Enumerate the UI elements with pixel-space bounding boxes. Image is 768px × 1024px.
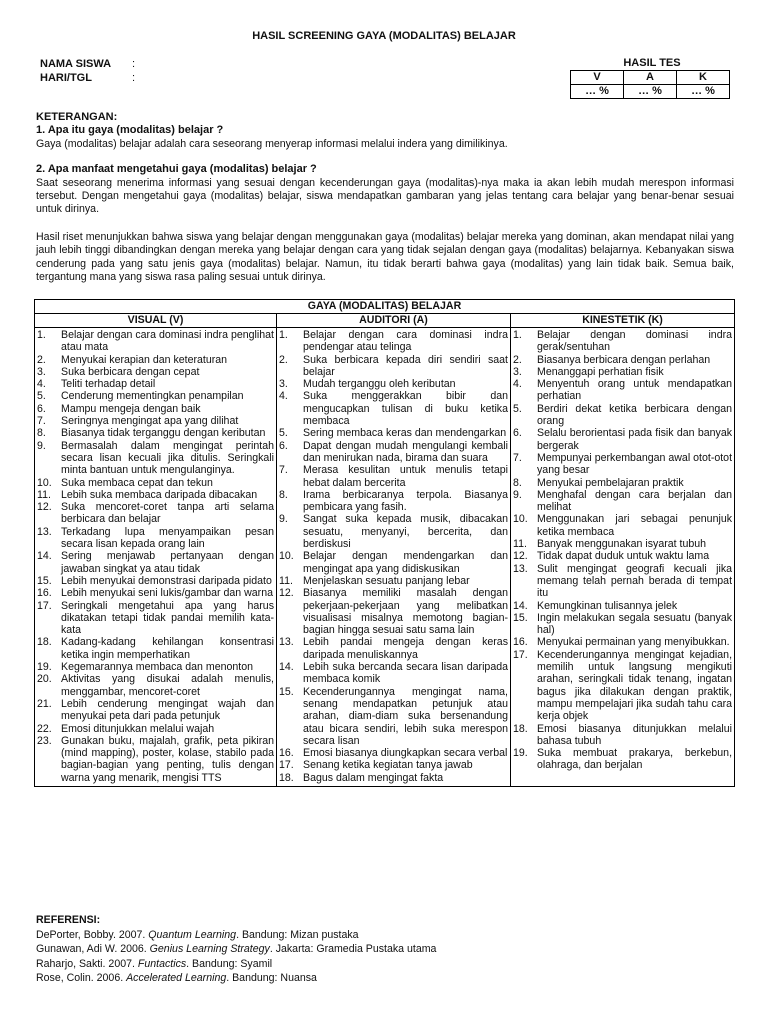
list-item	[37, 415, 274, 427]
list-item	[513, 538, 732, 550]
list-item	[37, 354, 274, 366]
list-item	[37, 403, 274, 415]
list-item	[37, 526, 274, 551]
list-item	[279, 587, 508, 636]
research-paragraph: Hasil riset menunjukkan bahwa siswa yang belajar dengan menggunakan gaya (modalitas) belajar mereka yang dominan, akan mendapat nilai yang jauh lebih tinggi dibandingkan dengan mereka yang belajar dengan cara yang tidak sejalan dengan gaya (modalitas) belajarnya. Kebanyakan siswa cenderung pada yang satu jenis gaya (modalitas) belajar. Namun, itu tidak berarti bahwa gaya (modalitas) yang lain tidak baik. Semua baik, tergantung mana yang siswa rasa paling sesuai untuk dirinya.	[36, 230, 734, 284]
list-item-text: Bagus dalam mengingat fakta	[303, 771, 444, 784]
reference-item: DePorter, Bobby. 2007. Quantum Learning. Bandung: Mizan pustaka	[36, 928, 359, 941]
list-item-number: 14.	[279, 661, 294, 674]
modalitas-header-row	[35, 314, 735, 328]
list-item-number: 10.	[37, 476, 52, 489]
list-item-text: Kegemarannya membaca dan menonton	[61, 661, 253, 674]
list-item-text: Belajar dengan cara dominasi indra pendengar atau telinga	[303, 329, 508, 354]
list-item-number: 11.	[37, 488, 51, 501]
list-item-text: Menyukai kerapian dan keteraturan	[61, 353, 228, 366]
list-item-text: Suka berbicara kepada diri sendiri saat belajar	[303, 353, 508, 378]
list-item-text: Tidak dapat duduk untuk waktu lama	[537, 550, 710, 563]
list-item-text: Lebih suka membaca daripada dibacakan	[61, 488, 258, 501]
reference-item: Rose, Colin. 2006. Accelerated Learning. Bandung: Nuansa	[36, 972, 317, 984]
list-item-text: Ingin melakukan segala sesuatu (banyak hal)	[537, 611, 733, 637]
list-item	[37, 440, 274, 477]
auditori-list	[279, 329, 508, 784]
list-item	[37, 673, 274, 698]
list-item	[513, 452, 732, 477]
list-item-text: Biasanya berbicara dengan perlahan	[537, 353, 711, 366]
list-item-text: Emosi biasanya ditunjukkan melalui bahasa tubuh	[537, 722, 733, 747]
list-item	[37, 329, 274, 354]
list-item	[279, 661, 508, 686]
list-item-text: Suka membuat prakarya, berkebun, olahraga, dan berjalan	[537, 747, 733, 772]
hari-row	[40, 71, 135, 85]
list-item	[37, 723, 274, 735]
list-item-text: Menyukai pembelajaran praktik	[537, 476, 684, 489]
list-item-number: 16.	[37, 587, 52, 600]
list-item-number: 8.	[279, 488, 288, 501]
list-item-text: Emosi biasanya diungkapkan secara verbal	[303, 747, 508, 760]
list-item-number: 12.	[513, 550, 528, 563]
list-item-number: 1.	[279, 329, 288, 341]
list-item	[513, 403, 732, 428]
list-item-number: 9.	[37, 439, 46, 452]
list-item-number: 14.	[513, 599, 528, 612]
list-item-text: Gunakan buku, majalah, grafik, peta pikiran (mind mapping), poster, kolase, stabilo pada bagian-bagian yang penting, tulis dengan warna yang menarik, mengisi TTS	[61, 734, 274, 784]
document-title: HASIL SCREENING GAYA (MODALITAS) BELAJAR	[252, 30, 516, 42]
list-item-text: Teliti terhadap detail	[61, 378, 156, 391]
list-item-number: 10.	[279, 550, 294, 563]
list-item-text: Mudah terganggu oleh keributan	[303, 378, 456, 391]
list-item-number: 6.	[279, 439, 288, 452]
list-item	[37, 575, 274, 587]
list-item	[37, 378, 274, 390]
list-item-number: 2.	[37, 353, 46, 366]
list-item-text: Lebih pandai mengeja dengan keras daripada menuliskannya	[303, 636, 508, 661]
list-item-text: Seringkali mengetahui apa yang harus dikatakan tetapi tidak pandai memilih kata-kata	[61, 599, 274, 637]
list-item	[279, 354, 508, 379]
modalitas-table	[34, 299, 735, 787]
list-item-number: 17.	[513, 648, 528, 661]
keterangan-section	[36, 111, 734, 284]
list-item-text: Berdiri dekat ketika berbicara dengan orang	[537, 402, 733, 428]
list-item-text: Selalu berorientasi pada fisik dan banyak bergerak	[537, 427, 733, 452]
list-item-number: 4.	[279, 390, 288, 403]
list-item-text: Menanggapi perhatian fisik	[537, 365, 664, 378]
list-item	[279, 759, 508, 771]
list-item	[513, 354, 732, 366]
list-item	[37, 477, 274, 489]
list-item	[37, 501, 274, 526]
list-item-number: 16.	[513, 636, 528, 649]
list-item-number: 9.	[279, 513, 288, 526]
list-item-number: 2.	[513, 353, 522, 366]
answer-1: Gaya (modalitas) belajar adalah cara seseorang menyerap informasi melalui indera yang dimilikinya.	[36, 137, 508, 150]
list-item-text: Sering membaca keras dan mendengarkan	[303, 427, 507, 440]
list-item	[513, 513, 732, 538]
hasil-tes-table	[570, 70, 730, 99]
list-item-text: Menyukai permainan yang menyibukkan.	[537, 636, 730, 649]
list-item-number: 7.	[513, 451, 522, 464]
list-item-number: 8.	[513, 476, 522, 489]
list-item-text: Banyak menggunakan isyarat tubuh	[537, 538, 707, 551]
modalitas-table-title: GAYA (MODALITAS) BELAJAR	[35, 300, 735, 314]
list-item	[279, 550, 508, 575]
hari-colon: :	[132, 72, 136, 84]
kinestetik-list	[513, 329, 732, 772]
list-item	[37, 661, 274, 673]
student-info	[40, 57, 135, 85]
list-item-text: Biasanya memiliki masalah dengan pekerjaan-pekerjaan yang melibatkan visualisasi misalnya memotong bagian-bagian hingga sesuai satu sama lain	[303, 587, 508, 637]
list-item-text: Dapat dengan mudah mengulangi kembali dan menirukan nada, birama dan suara	[303, 439, 508, 464]
list-item-text: Kecenderungannya mengingat kejadian, memilih untuk langsung mengikuti arahan, seringkali tidak tenang, ingatan bagus jika dilakukan dengan praktik, mampu mempelajari jika sudah tahu cara kerja objek	[537, 648, 733, 723]
list-item	[37, 489, 274, 501]
list-item-number: 15.	[279, 685, 294, 698]
list-item-number: 12.	[37, 501, 52, 514]
list-item-text: Emosi ditunjukkan melalui wajah	[61, 722, 215, 735]
question-1: 1. Apa itu gaya (modalitas) belajar ?	[36, 124, 224, 137]
kinestetik-cell	[511, 328, 735, 787]
nama-row	[40, 57, 135, 71]
list-item-number: 18.	[37, 636, 52, 649]
list-item-number: 20.	[37, 673, 52, 686]
list-item	[37, 427, 274, 439]
modalitas-title-row	[35, 300, 735, 314]
list-item-number: 10.	[513, 513, 528, 526]
list-item	[37, 390, 274, 402]
visual-list	[37, 329, 274, 784]
column-header-auditori: AUDITORI (A)	[277, 314, 511, 328]
list-item-number: 4.	[37, 378, 46, 391]
list-item-number: 3.	[37, 365, 46, 378]
list-item-number: 13.	[279, 636, 294, 649]
list-item	[37, 587, 274, 599]
list-item-text: Belajar dengan dominasi indra gerak/sentuhan	[537, 329, 733, 354]
list-item	[279, 464, 508, 489]
list-item-number: 13.	[37, 525, 52, 538]
list-item	[513, 329, 732, 354]
list-item-text: Menggunakan jari sebagai penunjuk ketika membaca	[537, 513, 733, 538]
list-item-number: 8.	[37, 427, 46, 440]
list-item	[37, 600, 274, 637]
list-item	[513, 600, 732, 612]
list-item	[513, 649, 732, 723]
keterangan-heading: KETERANGAN:	[36, 111, 118, 123]
hasil-value-v: … %	[571, 85, 624, 99]
list-item-number: 14.	[37, 550, 52, 563]
list-item-number: 5.	[513, 402, 522, 415]
list-item-text: Lebih cenderung mengingat wajah dan menyukai peta dari pada petunjuk	[61, 697, 274, 723]
list-item	[279, 329, 508, 354]
list-item-text: Sering menjawab pertanyaan dengan jawaban singkat ya atau tidak	[61, 550, 274, 575]
list-item-text: Aktivitas yang disukai adalah menulis, menggambar, mencoret-coret	[61, 673, 274, 698]
question-2: 2. Apa manfaat mengetahui gaya (modalitas) belajar ?	[36, 163, 317, 176]
list-item	[279, 513, 508, 550]
list-item	[513, 366, 732, 378]
list-item-text: Senang ketika kegiatan tanya jawab	[303, 759, 473, 772]
list-item-text: Suka membaca cepat dan tekun	[61, 476, 213, 489]
list-item-text: Menghafal dengan cara berjalan dan melihat	[537, 488, 733, 514]
list-item	[279, 378, 508, 390]
list-item-number: 19.	[513, 747, 528, 760]
list-item	[279, 575, 508, 587]
list-item	[279, 772, 508, 784]
nama-siswa-label: NAMA SISWA	[40, 58, 112, 70]
list-item-number: 16.	[279, 747, 294, 760]
list-item-text: Terkadang lupa menyampaikan pesan secara lisan kepada orang lain	[61, 525, 274, 551]
list-item-number: 18.	[279, 771, 294, 784]
list-item-text: Menjelaskan sesuatu panjang lebar	[303, 574, 470, 587]
list-item-text: Lebih suka bercanda secara lisan daripada membaca komik	[303, 661, 508, 686]
list-item-number: 22.	[37, 722, 52, 735]
hari-tgl-label: HARI/TGL	[40, 72, 92, 84]
nama-colon: :	[132, 58, 136, 70]
list-item	[279, 427, 508, 439]
list-item-number: 12.	[279, 587, 294, 600]
list-item-text: Suka mencoret-coret tanpa arti selama berbicara dan belajar	[61, 501, 274, 526]
list-item	[513, 636, 732, 648]
list-item	[279, 636, 508, 661]
list-item-number: 1.	[513, 329, 522, 341]
column-header-visual: VISUAL (V)	[35, 314, 277, 328]
list-item-number: 19.	[37, 661, 52, 674]
answer-2: Saat seseorang menerima informasi yang sesuai dengan kecenderungan gaya (modalitas)-nya maka ia akan lebih mudah merespon informasi tersebut. Dengan mengetahui gaya (modalitas) belajar, siswa mendapatkan gambaran yang jelas tentang cara belajar yang benar-benar sesuai untuk dirinya.	[36, 176, 734, 216]
list-item-text: Suka berbicara dengan cepat	[61, 365, 200, 378]
list-item	[513, 563, 732, 600]
hasil-header-k: K	[677, 71, 730, 85]
hasil-value-k: … %	[677, 85, 730, 99]
list-item-text: Lebih menyukai seni lukis/gambar dan warna	[61, 587, 273, 600]
list-item-text: Kemungkinan tulisannya jelek	[537, 599, 678, 612]
list-item-number: 7.	[37, 415, 46, 428]
list-item-number: 15.	[513, 611, 528, 624]
list-item-number: 18.	[513, 722, 528, 735]
list-item-number: 6.	[513, 427, 522, 440]
list-item-text: Sangat suka kepada musik, dibacakan sesuatu, menyanyi, bercerita, dan berdiskusi	[303, 513, 508, 551]
list-item	[279, 747, 508, 759]
list-item-text: Belajar dengan cara dominasi indra penglihat atau mata	[61, 329, 274, 354]
list-item	[513, 477, 732, 489]
list-item-text: Suka menggerakkan bibir dan mengucapkan tulisan di buku ketika membaca	[303, 390, 508, 428]
list-item-number: 15.	[37, 574, 52, 587]
list-item-text: Sulit mengingat geografi kecuali jika memang telah pernah berada di tempat itu	[537, 562, 733, 600]
list-item-number: 11.	[279, 574, 293, 587]
list-item-text: Mempunyai perkembangan awal otot-otot yang besar	[537, 451, 733, 477]
list-item-text: Lebih menyukai demonstrasi daripada pidato	[61, 574, 272, 587]
list-item	[513, 378, 732, 403]
list-item-number: 5.	[279, 427, 288, 440]
list-item	[513, 550, 732, 562]
list-item-text: Merasa kesulitan untuk menulis tetapi hebat dalam bercerita	[303, 464, 508, 489]
list-item-text: Kecenderungannya mengingat nama, senang mendapatkan petunjuk atau arahan, diam-diam suka bersenandung atau bicara sendiri, lebih suka merespon secara lisan	[303, 685, 508, 747]
list-item-number: 11.	[513, 538, 527, 551]
list-item-text: Seringnya mengingat apa yang dilihat	[61, 415, 239, 428]
hasil-value-a: … %	[624, 85, 677, 99]
list-item	[279, 390, 508, 427]
list-item-text: Biasanya tidak terganggu dengan keributan	[61, 427, 266, 440]
modalitas-body-row	[35, 328, 735, 787]
list-item-number: 1.	[37, 329, 46, 341]
list-item	[279, 489, 508, 514]
list-item	[37, 366, 274, 378]
list-item-number: 9.	[513, 488, 522, 501]
list-item	[37, 735, 274, 784]
list-item-number: 3.	[279, 378, 288, 391]
hasil-header-row	[571, 71, 730, 85]
list-item-text: Irama berbicaranya terpola. Biasanya pembicara yang fasih.	[303, 488, 508, 514]
list-item-text: Kadang-kadang kehilangan konsentrasi ketika ingin memperhatikan	[61, 636, 274, 661]
list-item	[513, 612, 732, 637]
list-item-text: Belajar dengan mendengarkan dan mengingat apa yang didiskusikan	[303, 550, 508, 575]
list-item	[513, 489, 732, 514]
hasil-tes-title: HASIL TES	[623, 57, 681, 69]
list-item-number: 4.	[513, 378, 522, 391]
list-item-number: 3.	[513, 365, 522, 378]
hasil-value-row	[571, 85, 730, 99]
list-item-text: Cenderung mementingkan penampilan	[61, 390, 244, 403]
list-item	[279, 440, 508, 465]
reference-item: Raharjo, Sakti. 2007. Funtactics. Bandung: Syamil	[36, 957, 273, 970]
list-item-text: Menyentuh orang untuk mendapatkan perhatian	[537, 378, 733, 403]
list-item-number: 23.	[37, 734, 52, 747]
reference-item: Gunawan, Adi W. 2006. Genius Learning Strategy. Jakarta: Gramedia Pustaka utama	[36, 943, 437, 955]
list-item-number: 5.	[37, 390, 46, 403]
hasil-header-v: V	[571, 71, 624, 85]
list-item-number: 17.	[279, 759, 294, 772]
referensi-heading: REFERENSI:	[36, 914, 101, 926]
referensi-section	[36, 913, 436, 986]
list-item	[279, 686, 508, 747]
list-item	[513, 723, 732, 748]
auditori-cell	[277, 328, 511, 787]
column-header-kinestetik: KINESTETIK (K)	[511, 314, 735, 328]
list-item-number: 17.	[37, 599, 52, 612]
list-item-number: 13.	[513, 562, 528, 575]
list-item-text: Mampu mengeja dengan baik	[61, 402, 201, 415]
hasil-header-a: A	[624, 71, 677, 85]
list-item-text: Bermasalah dalam mengingat perintah secara lisan kecuali jika ditulis. Seringkali minta bantuan untuk mengulanginya.	[61, 439, 274, 477]
list-item-number: 2.	[279, 353, 288, 366]
visual-cell	[35, 328, 277, 787]
list-item	[37, 550, 274, 575]
list-item	[513, 427, 732, 452]
list-item-number: 21.	[37, 697, 52, 710]
list-item-number: 6.	[37, 402, 46, 415]
list-item	[37, 698, 274, 723]
list-item	[513, 747, 732, 772]
list-item	[37, 636, 274, 661]
list-item-number: 7.	[279, 464, 288, 477]
